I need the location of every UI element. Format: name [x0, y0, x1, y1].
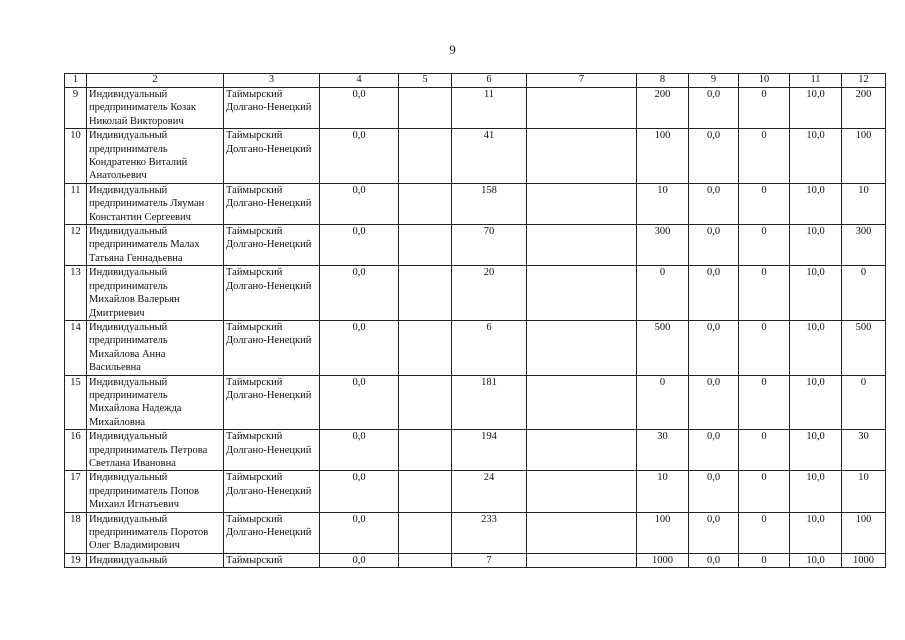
entrepreneur-name: Индивидуальный предприниматель Кондратенко Виталий Анатольевич	[87, 129, 224, 184]
cell-col-9: 0,0	[689, 471, 739, 512]
cell-col-10: 0	[739, 225, 790, 266]
cell-col-10: 0	[739, 375, 790, 430]
cell-col-9: 0,0	[689, 88, 739, 129]
cell-col-9: 0,0	[689, 266, 739, 321]
cell-col-6: 6	[452, 320, 527, 375]
cell-col-7	[527, 430, 637, 471]
cell-col-12: 200	[842, 88, 886, 129]
cell-col-6: 194	[452, 430, 527, 471]
cell-col-12: 100	[842, 129, 886, 184]
cell-col-10: 0	[739, 430, 790, 471]
cell-col-11: 10,0	[790, 225, 842, 266]
cell-col-10: 0	[739, 183, 790, 224]
cell-col-4: 0,0	[320, 320, 399, 375]
page-number: 9	[449, 42, 456, 57]
cell-col-8: 30	[637, 430, 689, 471]
cell-col-7	[527, 375, 637, 430]
region-name: Таймырский Долгано-Ненецкий	[224, 183, 320, 224]
cell-col-5	[399, 225, 452, 266]
cell-col-6: 7	[452, 553, 527, 567]
row-number: 15	[65, 375, 87, 430]
cell-col-11: 10,0	[790, 88, 842, 129]
row-number: 9	[65, 88, 87, 129]
cell-col-7	[527, 266, 637, 321]
cell-col-4: 0,0	[320, 266, 399, 321]
cell-col-7	[527, 320, 637, 375]
row-number: 12	[65, 225, 87, 266]
cell-col-5	[399, 375, 452, 430]
cell-col-4: 0,0	[320, 183, 399, 224]
entrepreneur-name: Индивидуальный предприниматель Козак Николай Викторович	[87, 88, 224, 129]
cell-col-6: 11	[452, 88, 527, 129]
cell-col-8: 0	[637, 266, 689, 321]
cell-col-7	[527, 129, 637, 184]
cell-col-5	[399, 129, 452, 184]
region-name: Таймырский Долгано-Ненецкий	[224, 266, 320, 321]
cell-col-7	[527, 553, 637, 567]
table-row	[65, 375, 886, 430]
cell-col-7	[527, 183, 637, 224]
cell-col-9: 0,0	[689, 225, 739, 266]
cell-col-5	[399, 430, 452, 471]
cell-col-11: 10,0	[790, 553, 842, 567]
column-header-3: 3	[224, 74, 320, 88]
entrepreneur-name: Индивидуальный предприниматель Ляуман Константин Сергеевич	[87, 183, 224, 224]
table-row	[65, 430, 886, 471]
column-header-6: 6	[452, 74, 527, 88]
column-header-2: 2	[87, 74, 224, 88]
cell-col-8: 1000	[637, 553, 689, 567]
cell-col-9: 0,0	[689, 430, 739, 471]
row-number: 14	[65, 320, 87, 375]
cell-col-11: 10,0	[790, 266, 842, 321]
region-name: Таймырский Долгано-Ненецкий	[224, 375, 320, 430]
cell-col-9: 0,0	[689, 183, 739, 224]
column-header-7: 7	[527, 74, 637, 88]
cell-col-5	[399, 88, 452, 129]
column-header-4: 4	[320, 74, 399, 88]
cell-col-5	[399, 471, 452, 512]
cell-col-5	[399, 553, 452, 567]
cell-col-4: 0,0	[320, 88, 399, 129]
cell-col-11: 10,0	[790, 471, 842, 512]
cell-col-5	[399, 183, 452, 224]
cell-col-12: 0	[842, 266, 886, 321]
cell-col-4: 0,0	[320, 375, 399, 430]
cell-col-10: 0	[739, 471, 790, 512]
cell-col-8: 10	[637, 471, 689, 512]
cell-col-11: 10,0	[790, 320, 842, 375]
cell-col-10: 0	[739, 320, 790, 375]
cell-col-4: 0,0	[320, 225, 399, 266]
row-number: 18	[65, 512, 87, 553]
region-name: Таймырский Долгано-Ненецкий	[224, 129, 320, 184]
region-name: Таймырский Долгано-Ненецкий	[224, 320, 320, 375]
cell-col-9: 0,0	[689, 129, 739, 184]
table-row	[65, 512, 886, 553]
cell-col-4: 0,0	[320, 471, 399, 512]
cell-col-4: 0,0	[320, 129, 399, 184]
cell-col-4: 0,0	[320, 430, 399, 471]
region-name: Таймырский Долгано-Ненецкий	[224, 430, 320, 471]
region-name: Таймырский Долгано-Ненецкий	[224, 471, 320, 512]
cell-col-9: 0,0	[689, 553, 739, 567]
cell-col-8: 100	[637, 129, 689, 184]
cell-col-4: 0,0	[320, 512, 399, 553]
cell-col-11: 10,0	[790, 183, 842, 224]
cell-col-11: 10,0	[790, 375, 842, 430]
cell-col-6: 181	[452, 375, 527, 430]
data-table	[64, 73, 886, 568]
cell-col-8: 200	[637, 88, 689, 129]
cell-col-5	[399, 320, 452, 375]
entrepreneur-name: Индивидуальный предприниматель Михайлова Анна Васильевна	[87, 320, 224, 375]
cell-col-10: 0	[739, 129, 790, 184]
cell-col-6: 24	[452, 471, 527, 512]
entrepreneur-name: Индивидуальный предприниматель Петрова Светлана Ивановна	[87, 430, 224, 471]
cell-col-8: 10	[637, 183, 689, 224]
cell-col-7	[527, 512, 637, 553]
row-number: 13	[65, 266, 87, 321]
column-header-12: 12	[842, 74, 886, 88]
region-name: Таймырский Долгано-Ненецкий	[224, 88, 320, 129]
column-header-10: 10	[739, 74, 790, 88]
table-row	[65, 88, 886, 129]
cell-col-6: 233	[452, 512, 527, 553]
entrepreneur-name: Индивидуальный	[87, 553, 224, 567]
entrepreneur-name: Индивидуальный предприниматель Михайлова Надежда Михайловна	[87, 375, 224, 430]
cell-col-4: 0,0	[320, 553, 399, 567]
entrepreneur-name: Индивидуальный предприниматель Поротов Олег Владимирович	[87, 512, 224, 553]
cell-col-7	[527, 225, 637, 266]
column-header-5: 5	[399, 74, 452, 88]
cell-col-6: 158	[452, 183, 527, 224]
table-row	[65, 183, 886, 224]
cell-col-6: 20	[452, 266, 527, 321]
cell-col-11: 10,0	[790, 430, 842, 471]
cell-col-6: 41	[452, 129, 527, 184]
region-name: Таймырский Долгано-Ненецкий	[224, 512, 320, 553]
column-header-8: 8	[637, 74, 689, 88]
cell-col-10: 0	[739, 88, 790, 129]
cell-col-11: 10,0	[790, 129, 842, 184]
row-number: 10	[65, 129, 87, 184]
cell-col-12: 10	[842, 471, 886, 512]
cell-col-8: 500	[637, 320, 689, 375]
row-number: 11	[65, 183, 87, 224]
cell-col-12: 1000	[842, 553, 886, 567]
cell-col-9: 0,0	[689, 375, 739, 430]
cell-col-8: 100	[637, 512, 689, 553]
region-name: Таймырский	[224, 553, 320, 567]
cell-col-12: 500	[842, 320, 886, 375]
entrepreneur-name: Индивидуальный предприниматель Попов Михаил Игнатьевич	[87, 471, 224, 512]
cell-col-10: 0	[739, 266, 790, 321]
table-body	[65, 88, 886, 568]
cell-col-9: 0,0	[689, 512, 739, 553]
table-row	[65, 266, 886, 321]
cell-col-7	[527, 471, 637, 512]
cell-col-8: 0	[637, 375, 689, 430]
entrepreneur-name: Индивидуальный предприниматель Михайлов Валерьян Дмитриевич	[87, 266, 224, 321]
cell-col-12: 30	[842, 430, 886, 471]
cell-col-10: 0	[739, 512, 790, 553]
header-row	[65, 74, 886, 88]
entrepreneur-name: Индивидуальный предприниматель Малах Татьяна Геннадьевна	[87, 225, 224, 266]
column-header-1: 1	[65, 74, 87, 88]
cell-col-12: 300	[842, 225, 886, 266]
region-name: Таймырский Долгано-Ненецкий	[224, 225, 320, 266]
table-row	[65, 553, 886, 567]
cell-col-12: 100	[842, 512, 886, 553]
cell-col-9: 0,0	[689, 320, 739, 375]
cell-col-11: 10,0	[790, 512, 842, 553]
table-row	[65, 320, 886, 375]
row-number: 16	[65, 430, 87, 471]
row-number: 17	[65, 471, 87, 512]
cell-col-12: 0	[842, 375, 886, 430]
table-row	[65, 129, 886, 184]
row-number: 19	[65, 553, 87, 567]
cell-col-7	[527, 88, 637, 129]
column-header-11: 11	[790, 74, 842, 88]
cell-col-12: 10	[842, 183, 886, 224]
cell-col-6: 70	[452, 225, 527, 266]
cell-col-10: 0	[739, 553, 790, 567]
column-header-9: 9	[689, 74, 739, 88]
table-row	[65, 471, 886, 512]
cell-col-5	[399, 266, 452, 321]
table-row	[65, 225, 886, 266]
cell-col-8: 300	[637, 225, 689, 266]
cell-col-5	[399, 512, 452, 553]
